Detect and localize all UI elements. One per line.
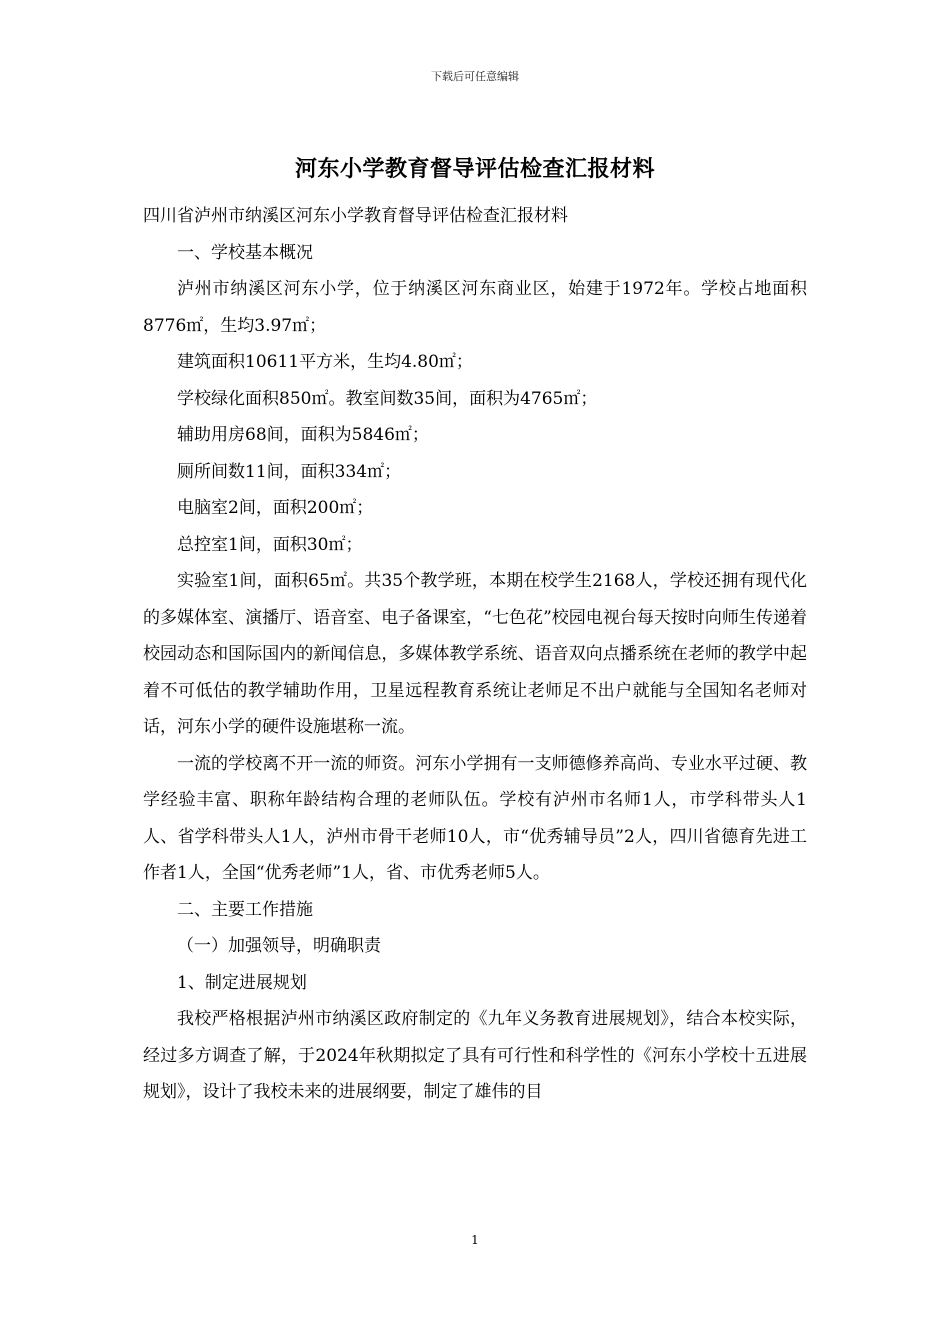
subsection-heading-leadership: （一）加强领导，明确职责: [177, 936, 381, 956]
document-title: 河东小学教育督导评估检查汇报材料: [294, 157, 655, 182]
paragraph-auxiliary-rooms: 辅助用房68间，面积为5846㎡；: [177, 425, 429, 445]
paragraph-control-room: 总控室1间，面积30㎡；: [177, 534, 363, 555]
document-subtitle: 四川省泸州市纳溪区河东小学教育督导评估检查汇报材料: [143, 206, 568, 226]
paragraph-teaching-staff: 一流的学校离不开一流的师资。河东小学拥有一支师德修养高尚、专业水平过硬、教学经验丰富、职称年龄结构合理的老师队伍。学校有泸州市名师1人，市学科带头人1人、省学科带头人1人，泸州市骨干老师10人，市“优秀辅导员”2人，四川省德育先进工作者1人，全国“优秀老师”1人，省、市优秀老师5人。: [143, 753, 807, 883]
document-body: [143, 198, 807, 1111]
paragraph-building-area: 建筑面积10611平方米，生均4.80㎡；: [177, 352, 473, 372]
subsection-heading-planning: 1、制定进展规划: [177, 972, 307, 993]
page-header-note: 下载后可任意编辑: [431, 70, 519, 83]
paragraph-computer-rooms: 电脑室2间，面积200㎡；: [177, 498, 374, 518]
paragraph-restrooms: 厕所间数11间，面积334㎡；: [177, 461, 402, 482]
paragraph-lab-and-facilities: 实验室1间，面积65㎡。共35个教学班，本期在校学生2168人，学校还拥有现代化的多媒体室、演播厅、语音室、电子备课室，“七色花”校园电视台每天按时向师生传递着校园动态和国际国内的新闻信息，多媒体教学系统、语音双向点播系统在老师的教学中起着不可低估的教学辅助作用，卫星远程教育系统让老师足不出户就能与全国知名老师对话，河东小学的硬件设施堪称一流。: [143, 571, 807, 737]
paragraph-school-location: 泸州市纳溪区河东小学，位于纳溪区河东商业区，始建于1972年。学校占地面积8776㎡，生均3.97㎡；: [143, 279, 807, 336]
paragraph-development-plan: 我校严格根据泸州市纳溪区政府制定的《九年义务教育进展规划》，结合本校实际，经过多方调查了解，于2024年秋期拟定了具有可行性和科学性的《河东小学校十五进展规划》，设计了我校未来的进展纲要，制定了雄伟的目: [143, 1009, 807, 1102]
section-heading-overview: 一、学校基本概况: [177, 242, 313, 263]
paragraph-green-area: 学校绿化面积850㎡。教室间数35间，面积为4765㎡；: [177, 388, 598, 409]
page-number: 1: [471, 1233, 479, 1247]
section-heading-measures: 二、主要工作措施: [177, 899, 313, 920]
